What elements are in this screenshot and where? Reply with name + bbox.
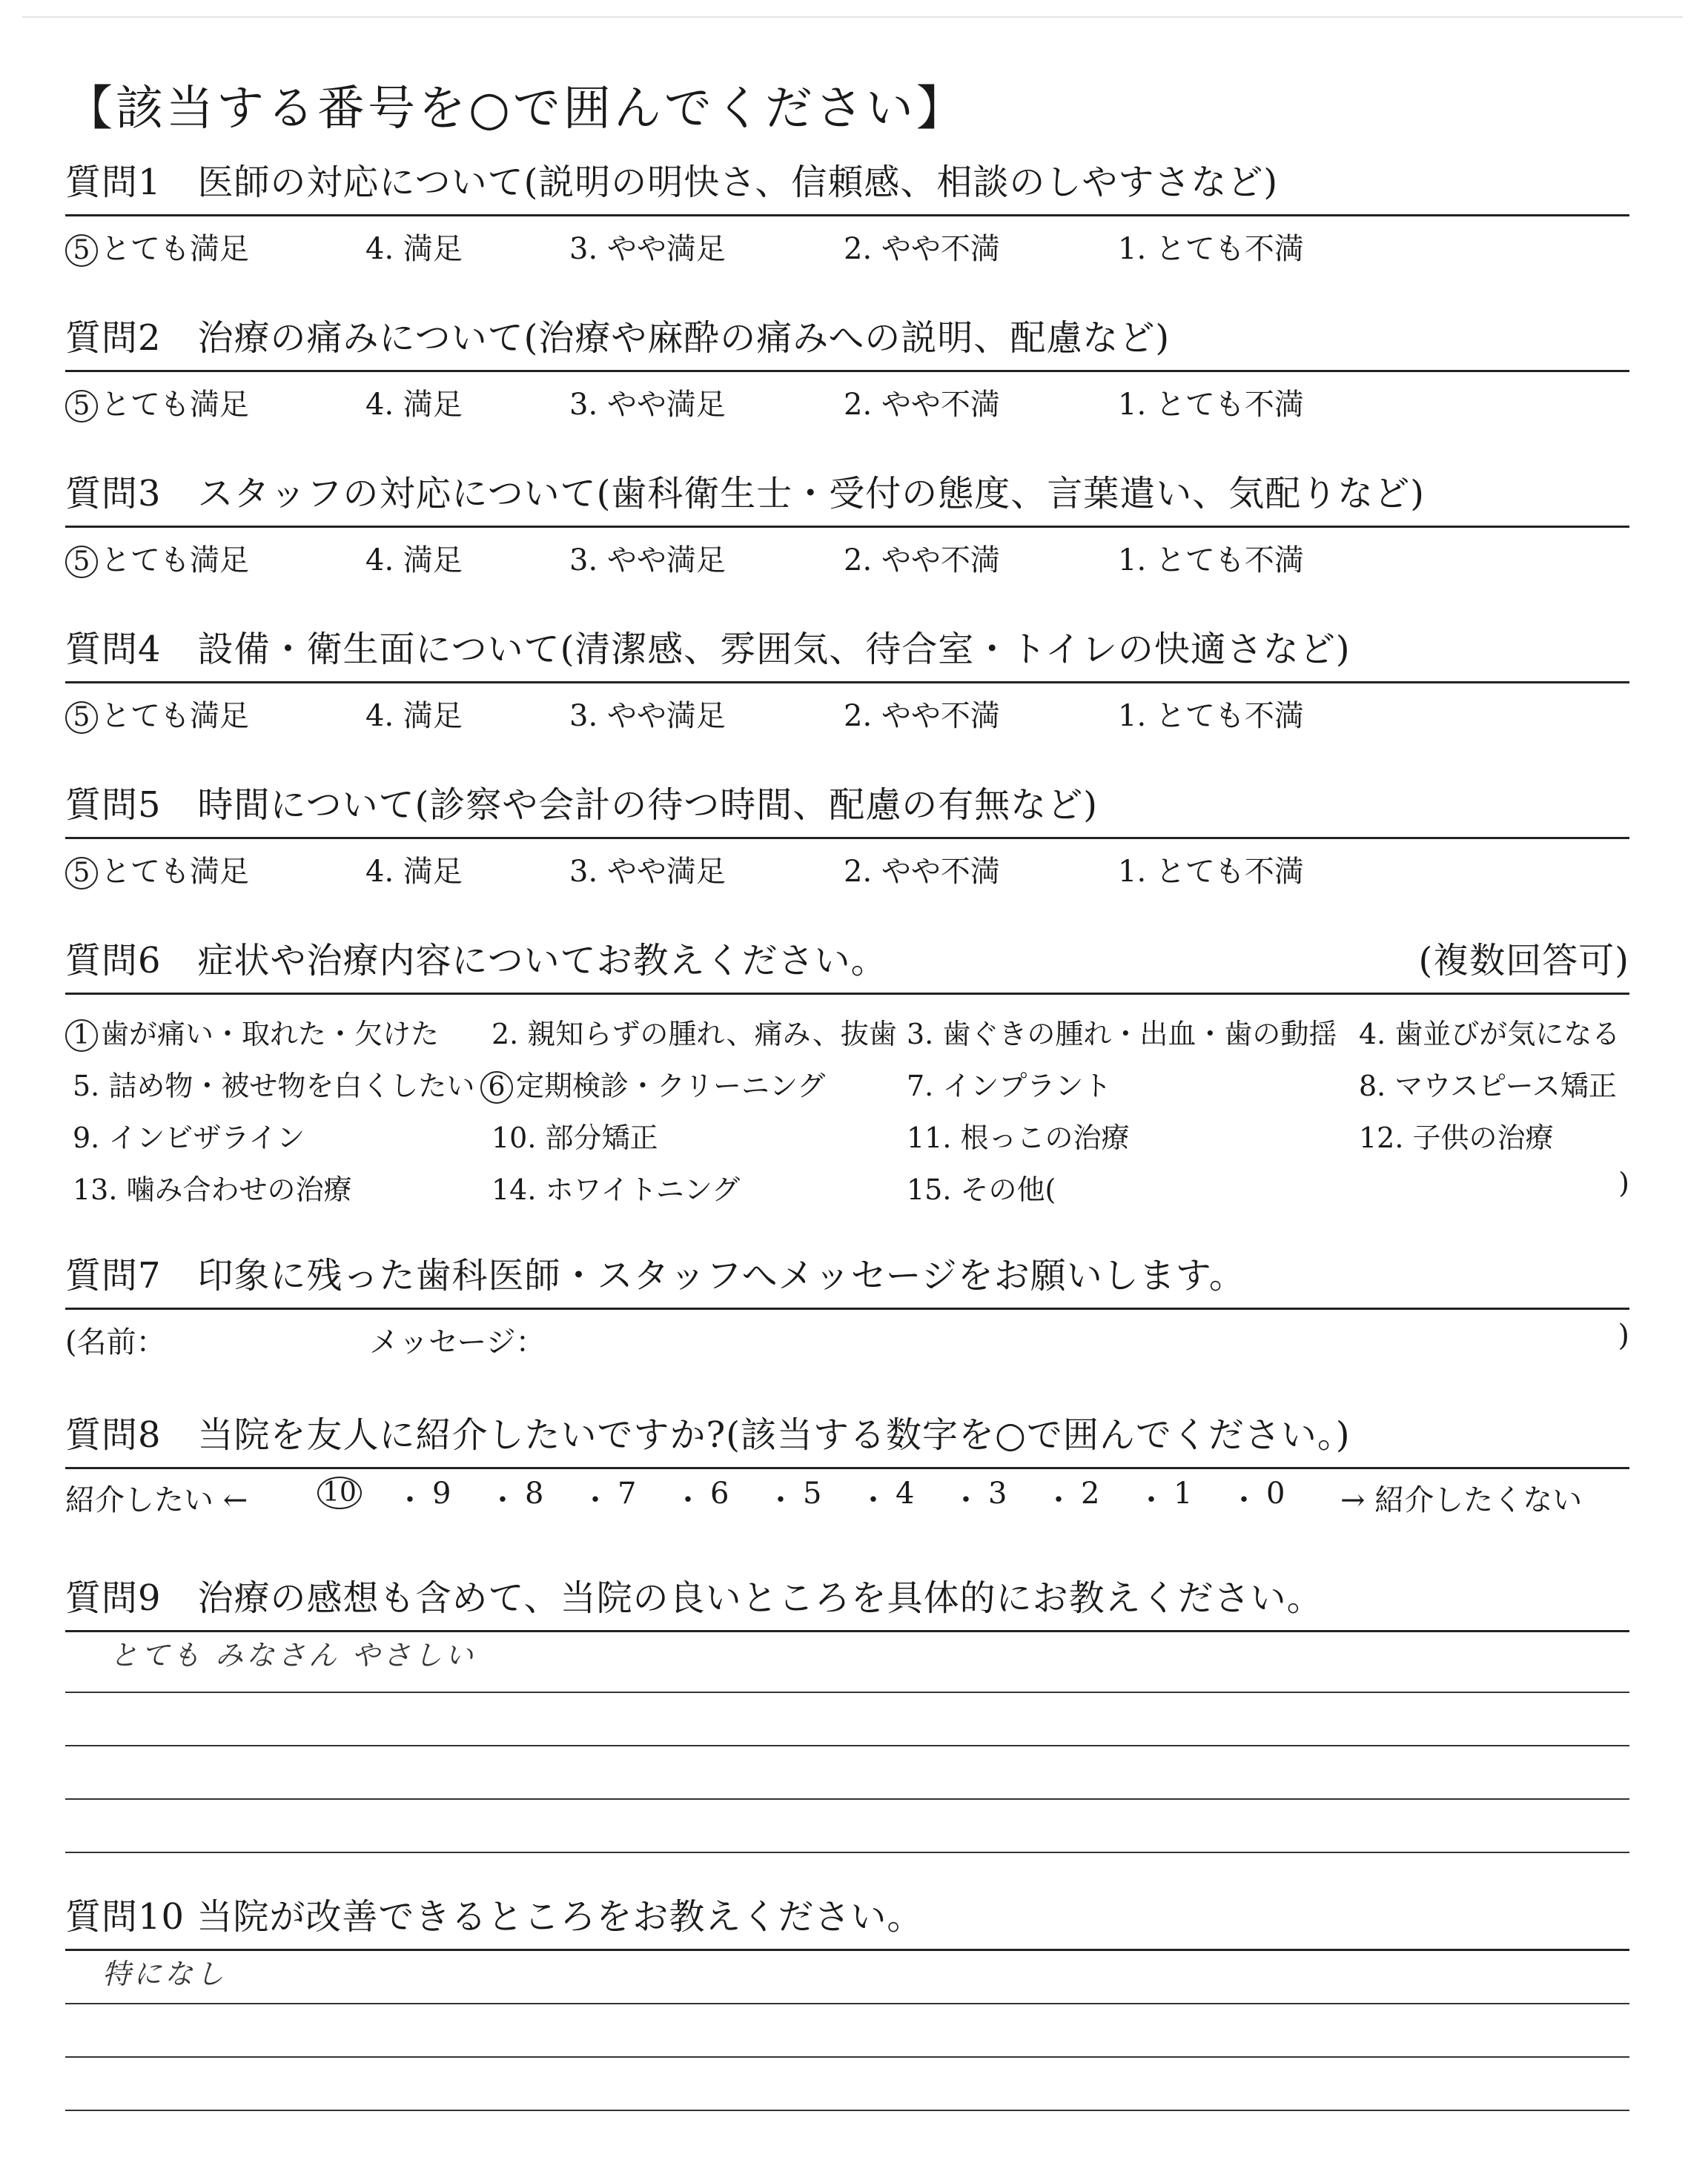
question-10 bbox=[65, 1894, 1629, 2163]
option-1[interactable]: 1. とても不満 bbox=[1118, 232, 1304, 266]
multiple-answer-note: (複数回答可) bbox=[1418, 940, 1629, 981]
scale-dot: ・ bbox=[673, 1483, 703, 1517]
option-other[interactable]: 15. その他( bbox=[907, 1173, 1056, 1206]
question-rule bbox=[65, 1949, 1629, 1951]
question-8-title: 質問8 当院を友人に紹介したいですか?(該当する数字を○で囲んでください。) bbox=[65, 1414, 1351, 1456]
answer-line bbox=[65, 2056, 1629, 2058]
option-toothache[interactable]: 1 歯が痛い・取れた・欠けた bbox=[65, 1011, 439, 1052]
question-3 bbox=[65, 471, 1629, 577]
scale-4[interactable]: 4 bbox=[896, 1477, 915, 1511]
scale-dot: ・ bbox=[580, 1483, 610, 1517]
question-4 bbox=[65, 626, 1629, 733]
question-rule bbox=[65, 1467, 1629, 1469]
option-whitening-fillings[interactable]: 5. 詰め物・被せ物を白くしたい bbox=[73, 1070, 475, 1102]
option-1[interactable]: 1. とても不満 bbox=[1118, 543, 1304, 577]
scale-left-label: 紹介したい ← bbox=[65, 1483, 248, 1517]
question-1-options bbox=[65, 216, 1629, 266]
question-5-title: 質問5 時間について(診察や会計の待つ時間、配慮の有無など) bbox=[65, 784, 1099, 826]
question-5 bbox=[65, 782, 1629, 889]
circled-answer: 5 bbox=[65, 546, 98, 578]
scale-7[interactable]: 7 bbox=[618, 1477, 637, 1511]
question-3-title: 質問3 スタッフの対応について(歯科衛生士・受付の態度、言葉遣い、気配りなど) bbox=[65, 473, 1426, 514]
question-2 bbox=[65, 315, 1629, 422]
question-6 bbox=[65, 938, 1629, 1210]
question-4-title: 質問4 設備・衛生面について(清潔感、雰囲気、待合室・トイレの快適さなど) bbox=[65, 629, 1351, 670]
scale-3[interactable]: 3 bbox=[988, 1477, 1007, 1511]
circled-answer: 1 bbox=[65, 1019, 98, 1052]
handwritten-answer[interactable]: 特になし bbox=[102, 1958, 228, 1990]
circled-answer: 5 bbox=[65, 701, 98, 734]
question-7-title: 質問7 印象に残った歯科医師・スタッフへメッセージをお願いします。 bbox=[65, 1255, 1245, 1296]
question-3-options bbox=[65, 528, 1629, 577]
circled-answer: 5 bbox=[65, 857, 98, 890]
option-2[interactable]: 2. やや不満 bbox=[844, 232, 1000, 266]
scale-8[interactable]: 8 bbox=[525, 1477, 544, 1511]
option-1[interactable]: 1. とても不満 bbox=[1118, 699, 1304, 733]
option-4[interactable]: 4. 満足 bbox=[365, 699, 463, 733]
option-4[interactable]: 4. 満足 bbox=[365, 388, 463, 422]
question-4-options bbox=[65, 683, 1629, 733]
option-1[interactable]: 1. とても不満 bbox=[1118, 855, 1304, 889]
handwritten-answer[interactable]: とても みなさん やさしい bbox=[110, 1639, 477, 1672]
question-10-title: 質問10 当院が改善できるところをお教えください。 bbox=[65, 1896, 924, 1938]
answer-lines bbox=[65, 1958, 1629, 2111]
scale-dot: ・ bbox=[951, 1483, 981, 1517]
recommend-scale bbox=[65, 1477, 1629, 1521]
option-bite[interactable]: 13. 噛み合わせの治療 bbox=[73, 1173, 352, 1206]
option-4[interactable]: 4. 満足 bbox=[365, 232, 463, 266]
message-close: ) bbox=[1618, 1319, 1629, 1353]
circled-answer: 6 bbox=[480, 1071, 513, 1104]
option-5[interactable]: 5 とても満足 bbox=[65, 692, 249, 735]
question-6-options bbox=[65, 995, 1629, 1210]
option-4[interactable]: 4. 満足 bbox=[365, 543, 463, 577]
scale-5[interactable]: 5 bbox=[803, 1477, 822, 1511]
scale-9[interactable]: 9 bbox=[432, 1477, 451, 1511]
option-5[interactable]: 5 とても満足 bbox=[65, 381, 249, 423]
answer-line bbox=[65, 1692, 1629, 1693]
question-7 bbox=[65, 1253, 1629, 1359]
option-gums[interactable]: 3. 歯ぐきの腫れ・出血・歯の動揺 bbox=[907, 1018, 1337, 1050]
name-label[interactable]: (名前： bbox=[65, 1325, 166, 1359]
option-3[interactable]: 3. やや満足 bbox=[569, 699, 726, 733]
option-implant[interactable]: 7. インプラント bbox=[907, 1070, 1112, 1102]
answer-lines bbox=[65, 1639, 1629, 1853]
option-2[interactable]: 2. やや不満 bbox=[844, 699, 1000, 733]
option-alignment[interactable]: 4. 歯並びが気になる bbox=[1359, 1018, 1621, 1050]
option-2[interactable]: 2. やや不満 bbox=[844, 855, 1000, 889]
scale-1[interactable]: 1 bbox=[1174, 1477, 1193, 1511]
scale-dot: ・ bbox=[766, 1483, 795, 1517]
scale-dot: ・ bbox=[395, 1483, 425, 1517]
scale-dot: ・ bbox=[1136, 1483, 1166, 1517]
option-mouthpiece[interactable]: 8. マウスピース矯正 bbox=[1359, 1070, 1617, 1102]
option-other-close: ) bbox=[1618, 1167, 1629, 1199]
question-1 bbox=[65, 159, 1629, 266]
message-label[interactable]: メッセージ： bbox=[369, 1325, 546, 1359]
option-3[interactable]: 3. やや満足 bbox=[569, 855, 726, 889]
option-5[interactable]: 5 とても満足 bbox=[65, 225, 249, 268]
option-3[interactable]: 3. やや満足 bbox=[569, 388, 726, 422]
scale-right-label: → 紹介したくない bbox=[1340, 1483, 1583, 1517]
answer-line bbox=[65, 1745, 1629, 1746]
option-1[interactable]: 1. とても不満 bbox=[1118, 388, 1304, 422]
scale-dot: ・ bbox=[488, 1483, 517, 1517]
circled-answer: 10 bbox=[317, 1477, 362, 1509]
question-8 bbox=[65, 1412, 1629, 1521]
option-4[interactable]: 4. 満足 bbox=[365, 855, 463, 889]
question-1-title: 質問1 医師の対応について(説明の明快さ、信頼感、相談のしやすさなど) bbox=[65, 162, 1279, 203]
top-border bbox=[22, 16, 1683, 18]
option-invisalign[interactable]: 9. インビザライン bbox=[73, 1122, 305, 1154]
scale-0[interactable]: 0 bbox=[1266, 1477, 1285, 1511]
circled-answer: 5 bbox=[65, 390, 98, 423]
question-7-fields bbox=[65, 1310, 1629, 1359]
question-2-title: 質問2 治療の痛みについて(治療や麻酔の痛みへの説明、配慮など) bbox=[65, 317, 1171, 359]
option-5[interactable]: 5 とても満足 bbox=[65, 537, 249, 579]
scale-dot: ・ bbox=[1229, 1483, 1259, 1517]
question-6-title: 質問6 症状や治療内容についてお教えください。 (複数回答可) bbox=[65, 938, 1629, 984]
answer-line bbox=[65, 2110, 1629, 2111]
option-checkup[interactable]: 6 定期検診・クリーニング bbox=[480, 1063, 825, 1104]
question-5-options bbox=[65, 839, 1629, 889]
scale-dot: ・ bbox=[1044, 1483, 1073, 1517]
option-5[interactable]: 5 とても満足 bbox=[65, 848, 249, 890]
question-9 bbox=[65, 1575, 1629, 1905]
option-wisdom-tooth[interactable]: 2. 親知らずの腫れ、痛み、抜歯 bbox=[491, 1018, 897, 1050]
option-root-canal[interactable]: 11. 根っこの治療 bbox=[907, 1122, 1130, 1154]
option-partial-ortho[interactable]: 10. 部分矯正 bbox=[491, 1122, 658, 1154]
answer-line bbox=[65, 1798, 1629, 1800]
scale-dot: ・ bbox=[858, 1483, 888, 1517]
option-2[interactable]: 2. やや不満 bbox=[844, 543, 1000, 577]
answer-line bbox=[65, 2003, 1629, 2004]
option-child[interactable]: 12. 子供の治療 bbox=[1359, 1122, 1554, 1154]
question-2-options bbox=[65, 372, 1629, 422]
option-3[interactable]: 3. やや満足 bbox=[569, 232, 726, 266]
page-heading: 【該当する番号を○で囲んでください】 bbox=[65, 82, 967, 136]
option-teeth-whitening[interactable]: 14. ホワイトニング bbox=[491, 1173, 741, 1206]
circled-answer: 5 bbox=[65, 234, 98, 267]
question-9-title: 質問9 治療の感想も含めて、当院の良いところを具体的にお教えください。 bbox=[65, 1577, 1323, 1619]
scale-6[interactable]: 6 bbox=[710, 1477, 729, 1511]
answer-line bbox=[65, 1852, 1629, 1853]
scale-2[interactable]: 2 bbox=[1081, 1477, 1100, 1511]
option-3[interactable]: 3. やや満足 bbox=[569, 543, 726, 577]
option-2[interactable]: 2. やや不満 bbox=[844, 388, 1000, 422]
